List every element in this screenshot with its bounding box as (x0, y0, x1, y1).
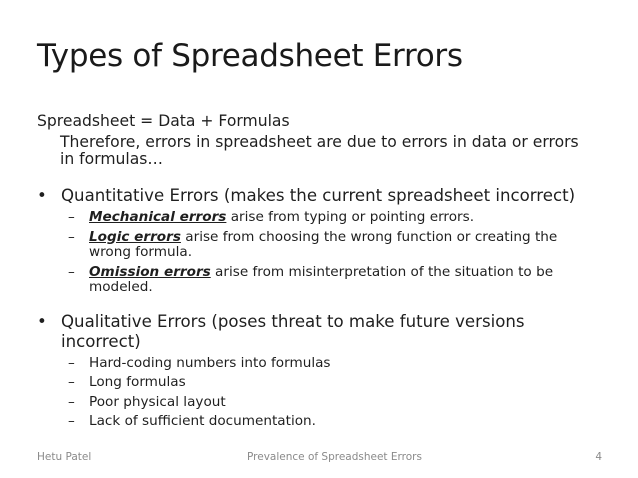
list-item-text: Poor physical layout (89, 393, 226, 410)
qualitative-errors-group (37, 312, 607, 430)
definition-text: arise from typing or pointing errors. (226, 209, 475, 225)
bullet-qualitative-errors (37, 312, 607, 352)
definition-text: arise from misinterpretation of the situation to be modeled. (89, 263, 554, 295)
list-item (68, 414, 589, 430)
list-item-text: Lack of sufficient documentation. (89, 413, 316, 429)
list-item (68, 356, 589, 372)
dash-icon: – (68, 354, 75, 371)
dash-icon: – (68, 228, 75, 245)
list-item (68, 375, 589, 391)
slide-body (37, 112, 607, 446)
list-item-text: Hard-coding numbers into formulas (89, 354, 331, 371)
footer-author: Hetu Patel (37, 451, 92, 463)
list-item-mechanical-errors (68, 210, 589, 226)
dash-icon: – (68, 209, 75, 225)
list-item-text: Long formulas (89, 374, 186, 390)
list-item-omission-errors (68, 265, 589, 296)
term-logic-errors: Logic errors (89, 228, 181, 245)
dash-icon: – (68, 263, 75, 280)
term-mechanical-errors: Mechanical errors (89, 209, 227, 225)
bullet-label: Quantitative Errors (makes the current spreadsheet incorrect) (61, 186, 576, 205)
bullet-icon: • (37, 311, 47, 331)
lead-text: Spreadsheet = Data + Formulas (37, 112, 290, 130)
list-item-logic-errors (68, 230, 589, 261)
bullet-label: Qualitative Errors (poses threat to make future versions incorrect) (61, 311, 525, 351)
footer-title: Prevalence of Spreadsheet Errors (247, 451, 422, 463)
bullet-icon: • (37, 186, 47, 205)
slide-title: Types of Spreadsheet Errors (37, 38, 463, 74)
dash-icon: – (68, 413, 75, 429)
lead-subtext: Therefore, errors in spreadsheet are due to errors in data or errors in formulas… (60, 133, 579, 168)
list-item (68, 395, 589, 411)
page-number: 4 (595, 451, 602, 463)
term-omission-errors: Omission errors (89, 263, 211, 280)
bullet-quantitative-errors (37, 186, 607, 206)
dash-icon: – (68, 374, 75, 390)
definition-text: arise from choosing the wrong function or creating the wrong formula. (89, 228, 558, 260)
quantitative-errors-group (37, 186, 607, 296)
dash-icon: – (68, 393, 75, 410)
